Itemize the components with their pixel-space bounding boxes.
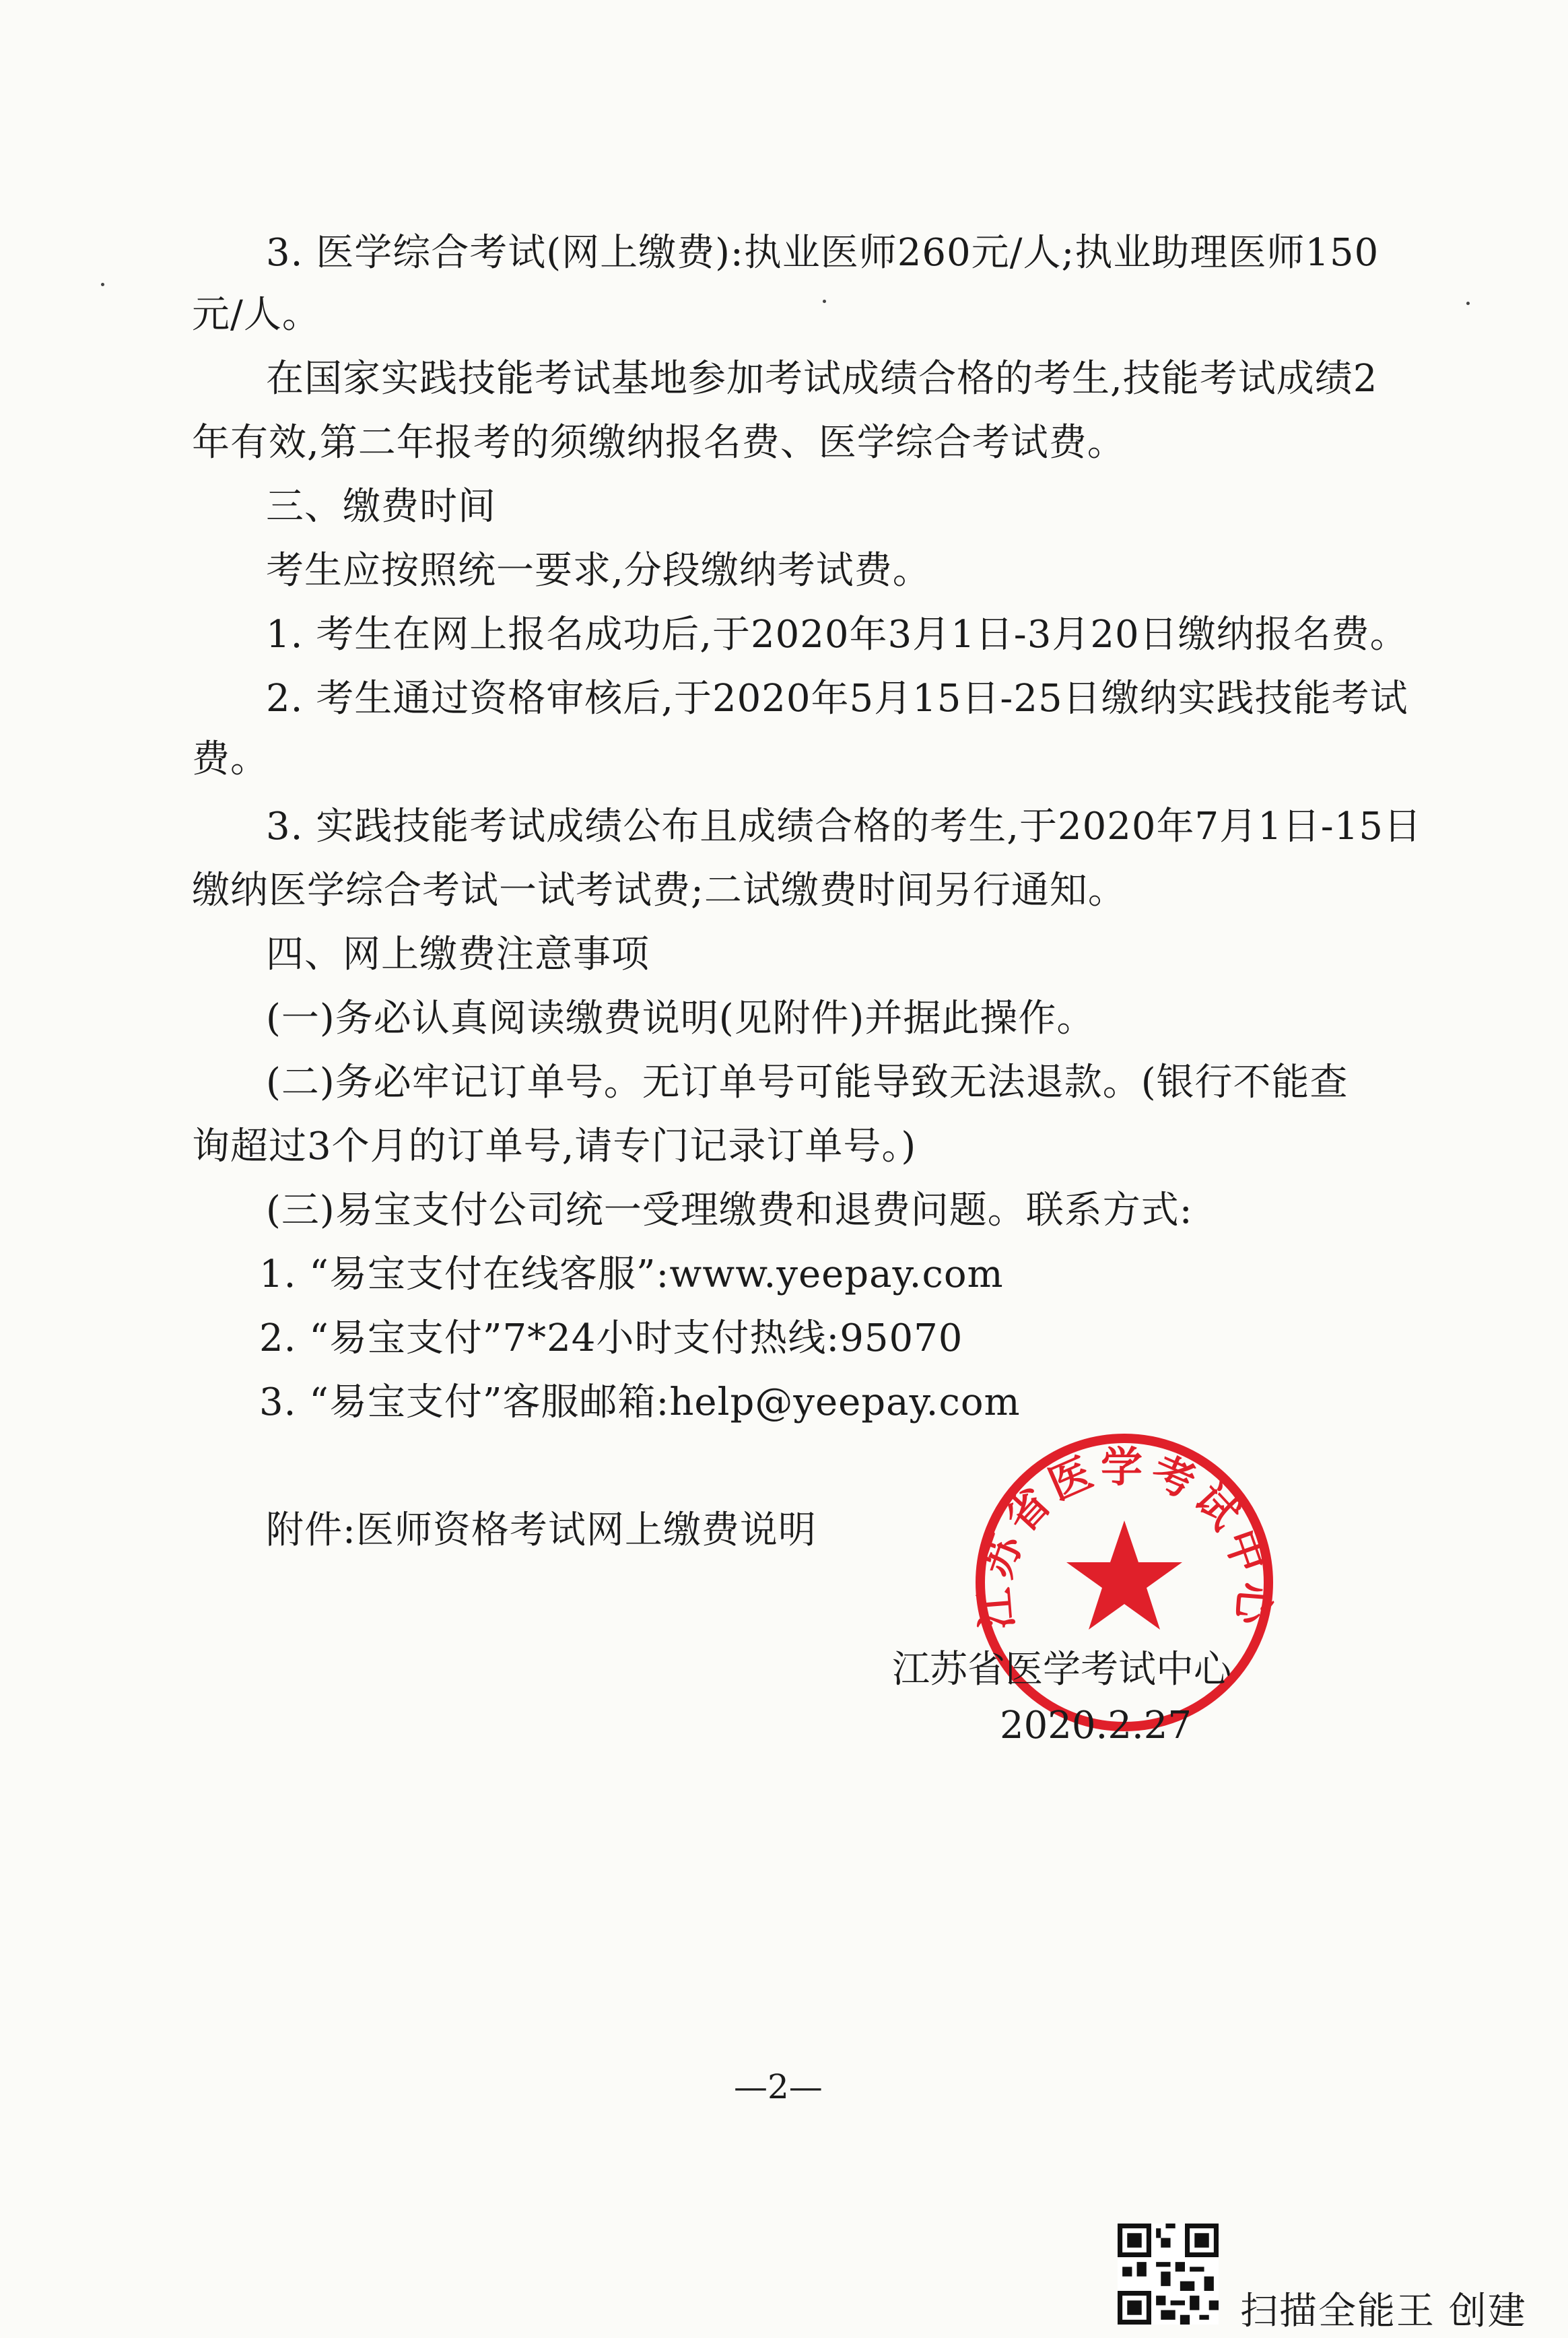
scan-speck xyxy=(1466,302,1470,305)
text-line: 缴纳医学综合考试一试考试费;二试缴费时间另行通知。 xyxy=(192,869,1126,912)
text-line: 年有效,第二年报考的须缴纳报名费、医学综合考试费。 xyxy=(192,421,1126,465)
scanner-watermark-text: 扫描全能王 创建 xyxy=(1240,2290,1527,2333)
text-line: (一)务必认真阅读缴费说明(见附件)并据此操作。 xyxy=(266,997,1095,1040)
issuing-organization: 江苏省医学考试中心 xyxy=(892,1648,1231,1692)
text-line: (三)易宝支付公司统一受理缴费和退费问题。联系方式: xyxy=(266,1189,1193,1232)
issue-date: 2020.2.27 xyxy=(1000,1704,1192,1747)
qr-code-icon xyxy=(1118,2224,1219,2325)
text-line: 3. 实践技能考试成绩公布且成绩合格的考生,于2020年7月1日-15日 xyxy=(266,805,1422,848)
text-line: 3. “易宝支付”客服邮箱:help@yeepay.com xyxy=(259,1380,1021,1424)
section-heading: 三、缴费时间 xyxy=(266,485,496,529)
text-line: 3. 医学综合考试(网上缴费):执业医师260元/人;执业助理医师150 xyxy=(266,231,1379,275)
scan-speck xyxy=(823,300,826,303)
page-number: —2— xyxy=(734,2067,823,2106)
text-line: 考生应按照统一要求,分段缴纳考试费。 xyxy=(266,549,931,593)
text-line: 1. 考生在网上报名成功后,于2020年3月1日-3月20日缴纳报名费。 xyxy=(266,613,1408,657)
section-heading: 四、网上缴费注意事项 xyxy=(266,933,650,976)
text-line: 2. 考生通过资格审核后,于2020年5月15日-25日缴纳实践技能考试 xyxy=(266,677,1408,721)
text-line: (二)务必牢记订单号。无订单号可能导致无法退款。(银行不能查 xyxy=(266,1061,1349,1104)
scan-speck xyxy=(101,283,104,286)
attachment-line: 附件:医师资格考试网上缴费说明 xyxy=(266,1508,817,1552)
text-line: 元/人。 xyxy=(192,293,320,337)
text-line: 在国家实践技能考试基地参加考试成绩合格的考生,技能考试成绩2 xyxy=(266,357,1378,401)
text-line: 1. “易宝支付在线客服”:www.yeepay.com xyxy=(259,1252,1004,1296)
text-line: 询超过3个月的订单号,请专门记录订单号。) xyxy=(192,1125,917,1168)
svg-text:江苏省医学考试中心: 江苏省医学考试中心 xyxy=(969,1442,1279,1632)
text-line: 2. “易宝支付”7*24小时支付热线:95070 xyxy=(259,1316,963,1360)
text-line: 费。 xyxy=(192,737,269,781)
